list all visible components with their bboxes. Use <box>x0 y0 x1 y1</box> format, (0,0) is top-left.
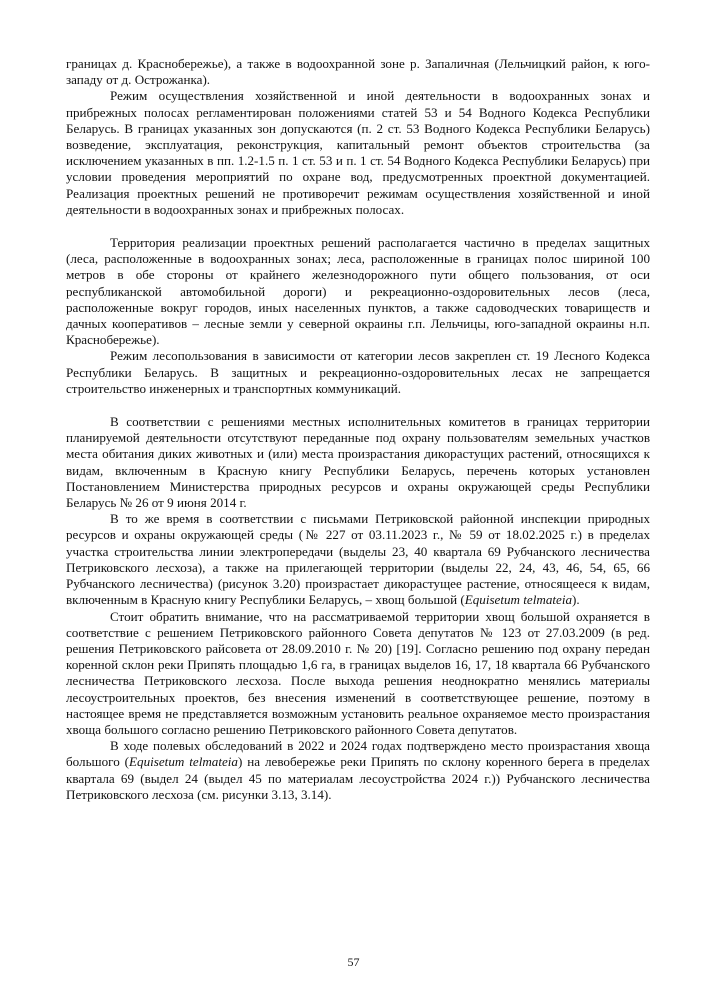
paragraph-gap <box>66 397 650 414</box>
species-name-italic: Equisetum telmateia <box>129 754 238 770</box>
document-body <box>66 56 650 803</box>
page-number: 57 <box>347 955 360 969</box>
paragraph-6-tail: ). <box>572 592 580 608</box>
paragraph-7: Стоит обратить внимание, что на рассматриваемой территории хвощ большой охраняется в соответствие с решением Петриковского районного Совета депутатов № 123 от 27.03.2009 (в ред. решения Петриковского райсовета от 28.09.2010 г. № 20) [19]. Согласно решению под охрану передан коренной склон реки Припять площадью 1,6 га, в границах выделов 16, 17, 18 квартала 66 Рубчанского лесничества Петриковского лесхоза. После выхода решения неоднократно менялись материалы лесоустроительных проектов, без внесения изменений в соответствующее решение, поэтому в настоящее время не представляется возможным установить реальное охраняемое место произрастания хвоща большого согласно решению Петриковского районного Совета депутатов. <box>66 608 650 737</box>
paragraph-4: Режим лесопользования в зависимости от категории лесов закреплен ст. 19 Лесного Кодекса Республики Беларусь. В защитных и рекреационно-оздоровительных лесах не запрещается строительство инженерных и транспортных коммуникаций. <box>66 348 650 396</box>
paragraph-5: В соответствии с решениями местных исполнительных комитетов в границах территории планируемой деятельности отсутствуют переданные под охрану пользователям земельных участков места обитания диких животных и (или) места произрастания дикорастущих растений, относящихся к видам, включенным в Красную книгу Республики Беларусь, перечень которых установлен Постановлением Министерства природных ресурсов и охраны окружающей среды Республики Беларусь № 26 от 9 июня 2014 г. <box>66 414 650 511</box>
paragraph-gap <box>66 218 650 235</box>
paragraph-3: Территория реализации проектных решений располагается частично в пределах защитных (леса, расположенные в водоохранных зонах; леса, расположенные в границах полос шириной 100 метров в обе стороны от крайнего железнодорожного пути общего пользования, от оси республиканской автомобильной дороги) и рекреационно-оздоровительных лесов (леса, расположенные вокруг городов, иных населенных пунктов, а также садоводческих товариществ и дачных кооперативов – лесные земли у северной окраины г.п. Лельчицы, юго-западной окраины н.п. Краснобережье). <box>66 235 650 348</box>
paragraph-2: Режим осуществления хозяйственной и иной деятельности в водоохранных зонах и прибрежных полосах регламентирован положениями статей 53 и 54 Водного Кодекса Республики Беларусь. В границах указанных зон допускаются (п. 2 ст. 53 Водного Кодекса Республики Беларусь) возведение, эксплуатация, реконструкция, капитальный ремонт объектов строительства (за исключением указанных в пп. 1.2-1.5 п. 1 ст. 53 и п. 1 ст. 54 Водного Кодекса Республики Беларусь) при условии проведения мероприятий по охране вод, предусмотренных проектной документацией. Реализация проектных решений не противоречит режимам осуществления хозяйственной и иной деятельности в водоохранных зонах и прибрежных полосах. <box>66 88 650 217</box>
paragraph-6 <box>66 511 650 608</box>
paragraph-8-tail: ) на левобережье реки Припять по склону коренного берега в пределах квартала 69 (выдел 24 (выдел 45 по материалам лесоустройства 2024 г.)) Рубчанского лесничества Петриковского лесхоза (см. рисунки 3.13, 3.14). <box>66 754 650 802</box>
paragraph-8-text: В ходе полевых обследований в 2022 и 2024 годах подтверждено место произрастания хвоща большого ( <box>66 738 650 770</box>
species-name-italic: Equisetum telmateia <box>464 592 573 608</box>
paragraph-6-text: В то же время в соответствии с письмами Петриковской районной инспекции природных ресурсов и охраны окружающей среды (№ 227 от 03.11.2023 г., № 59 от 18.02.2025 г.) в пределах участка строительства линии электропередачи (выделы 23, 40 квартала 69 Рубчанского лесничества Петриковского лесхоза), а также на прилегающей территории (выделы 22, 24, 43, 46, 54, 65, 66 Рубчанского лесничества) (рисунок 3.20) произрастает дикорастущее растение, относящееся к видам, включенным в Красную книгу Республики Беларусь, – хвощ большой ( <box>66 511 650 608</box>
paragraph-8 <box>66 738 650 803</box>
paragraph-1: границах д. Краснобережье), а также в водоохранной зоне р. Запаличная (Лельчицкий район, к юго-западу от д. Острожанка). <box>66 56 650 88</box>
